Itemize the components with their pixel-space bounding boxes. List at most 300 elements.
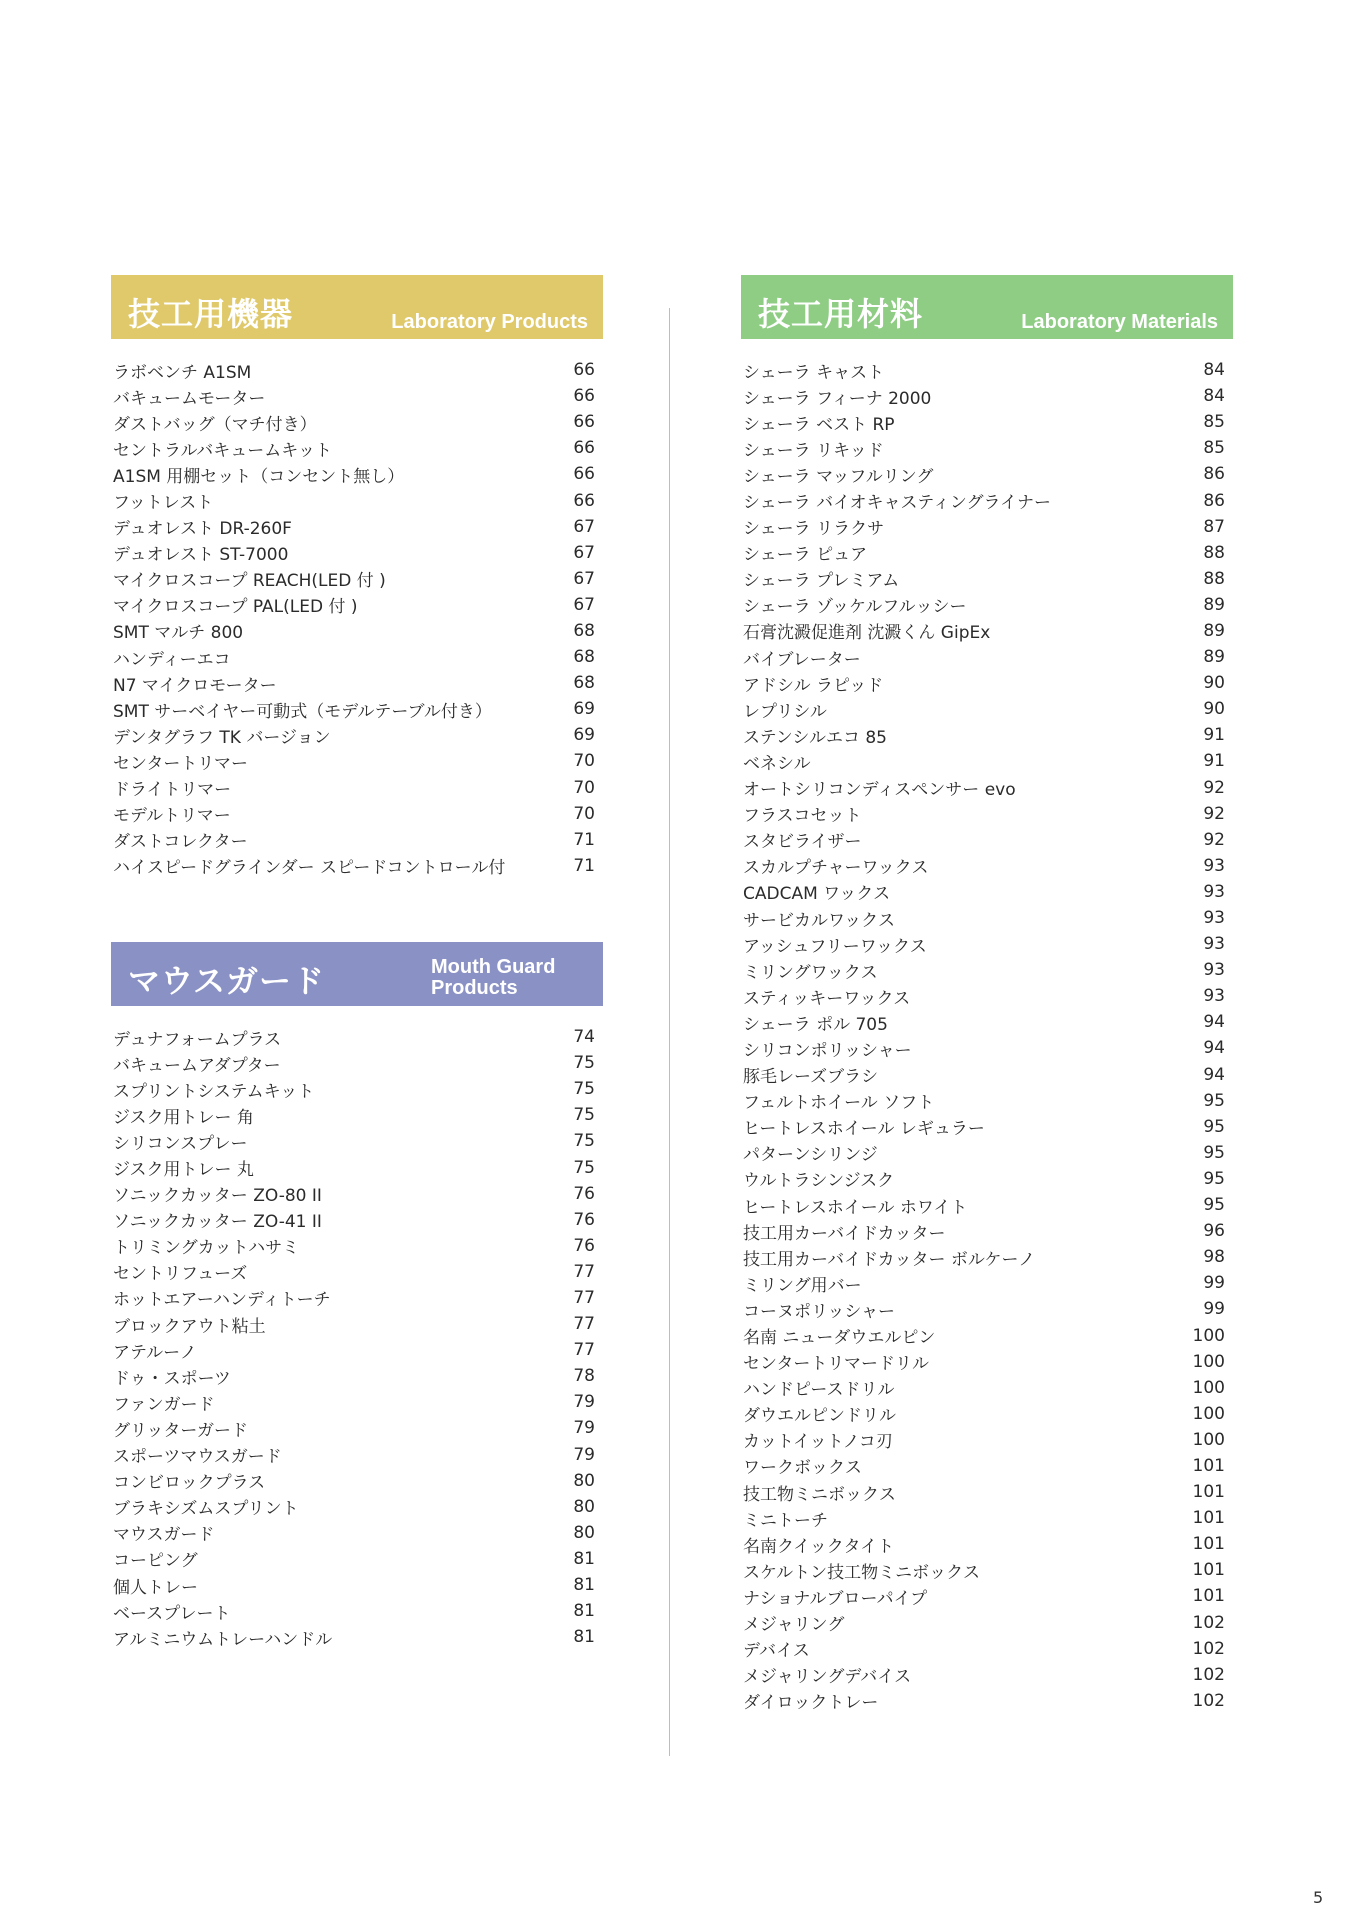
item-page-number: 70 — [573, 777, 595, 798]
item-name: デュオレスト DR-260F — [113, 519, 292, 540]
lab-products-header — [111, 275, 603, 339]
list-item — [111, 1442, 603, 1468]
list-item — [111, 853, 603, 879]
list-item — [111, 748, 603, 774]
item-page-number: 70 — [573, 803, 595, 824]
list-item — [741, 983, 1233, 1009]
item-name: コーヌポリッシャー — [743, 1301, 895, 1322]
list-item — [111, 1363, 603, 1389]
item-page-number: 79 — [573, 1418, 595, 1439]
item-page-number: 90 — [1203, 673, 1225, 694]
list-item — [741, 801, 1233, 827]
item-name: ソニックカッター ZO-41 II — [113, 1212, 322, 1233]
list-item — [111, 670, 603, 696]
list-item — [111, 722, 603, 748]
list-item — [741, 1140, 1233, 1166]
item-page-number: 99 — [1203, 1299, 1225, 1320]
item-name: ヒートレスホイール レギュラー — [743, 1119, 985, 1140]
list-item — [111, 1233, 603, 1259]
item-page-number: 101 — [1192, 1482, 1225, 1503]
list-item — [741, 435, 1233, 461]
item-name: ドゥ・スポーツ — [113, 1368, 231, 1389]
list-item — [111, 1311, 603, 1337]
lab-products-list — [111, 357, 603, 879]
item-name: バイブレーター — [743, 649, 861, 670]
item-page-number: 66 — [573, 386, 595, 407]
item-page-number: 93 — [1203, 908, 1225, 929]
item-page-number: 98 — [1203, 1247, 1225, 1268]
list-item — [111, 1285, 603, 1311]
item-name: バキュームモーター — [113, 388, 266, 409]
item-name: オートシリコンディスペンサー evo — [743, 780, 1016, 801]
item-name: アルミニウムトレーハンドル — [113, 1629, 333, 1650]
list-item — [741, 748, 1233, 774]
lab-materials-title-jp: 技工用材料 — [758, 295, 924, 333]
list-item — [111, 1154, 603, 1180]
item-name: ミニトーチ — [743, 1510, 828, 1531]
item-name: シリコンスプレー — [113, 1133, 248, 1154]
item-name: ファンガード — [113, 1394, 215, 1415]
item-page-number: 88 — [1203, 568, 1225, 589]
item-page-number: 77 — [573, 1261, 595, 1282]
item-page-number: 85 — [1203, 412, 1225, 433]
item-page-number: 84 — [1203, 386, 1225, 407]
item-page-number: 91 — [1203, 751, 1225, 772]
list-item — [741, 383, 1233, 409]
item-page-number: 81 — [573, 1627, 595, 1648]
item-page-number: 76 — [573, 1235, 595, 1256]
item-name: ドライトリマー — [113, 780, 232, 801]
item-name: 技工物ミニボックス — [743, 1484, 896, 1505]
list-item — [111, 1572, 603, 1598]
item-name: SMT サーベイヤー可動式（モデルテーブル付き） — [113, 701, 492, 722]
list-item — [111, 1024, 603, 1050]
list-item — [741, 931, 1233, 957]
item-name: ハンディーエコ — [113, 649, 231, 670]
list-item — [741, 1062, 1233, 1088]
list-item — [741, 1166, 1233, 1192]
mouth-guard-title-jp: マウスガード — [128, 962, 326, 1000]
item-name: スカルプチャーワックス — [743, 858, 929, 879]
item-page-number: 77 — [573, 1314, 595, 1335]
list-item — [741, 1662, 1233, 1688]
item-name: ベネシル — [743, 753, 811, 774]
list-item — [111, 1494, 603, 1520]
list-item — [111, 592, 603, 618]
item-page-number: 86 — [1203, 464, 1225, 485]
item-page-number: 92 — [1203, 803, 1225, 824]
item-page-number: 95 — [1203, 1168, 1225, 1189]
list-item — [111, 1624, 603, 1650]
list-item — [741, 1505, 1233, 1531]
item-page-number: 66 — [573, 438, 595, 459]
list-item — [111, 1337, 603, 1363]
item-name: ベースプレート — [113, 1603, 231, 1624]
item-page-number: 93 — [1203, 986, 1225, 1007]
list-item — [111, 1076, 603, 1102]
item-page-number: 71 — [573, 855, 595, 876]
list-item — [741, 1636, 1233, 1662]
item-page-number: 75 — [573, 1105, 595, 1126]
item-name: セントリフューズ — [113, 1264, 248, 1285]
item-page-number: 85 — [1203, 438, 1225, 459]
list-item — [741, 357, 1233, 383]
mouth-guard-title-en — [431, 957, 611, 999]
item-name: シェーラ ポル 705 — [743, 1014, 888, 1035]
item-page-number: 80 — [573, 1470, 595, 1491]
list-item — [741, 487, 1233, 513]
item-page-number: 66 — [573, 412, 595, 433]
item-page-number: 101 — [1192, 1508, 1225, 1529]
item-name: 名南クイックタイト — [743, 1536, 895, 1557]
list-item — [111, 540, 603, 566]
item-name: ジスク用トレー 角 — [113, 1107, 254, 1128]
list-item — [741, 1401, 1233, 1427]
lab-materials-section — [741, 275, 1233, 1714]
column-divider — [669, 308, 670, 1756]
item-page-number: 69 — [573, 725, 595, 746]
item-name: ダイロックトレー — [743, 1693, 879, 1714]
list-item — [741, 566, 1233, 592]
item-page-number: 75 — [573, 1079, 595, 1100]
list-item — [111, 461, 603, 487]
item-page-number: 94 — [1203, 1012, 1225, 1033]
item-name: メジャリング — [743, 1615, 845, 1636]
item-name: ダウエルピンドリル — [743, 1406, 896, 1427]
item-page-number: 96 — [1203, 1221, 1225, 1242]
list-item — [111, 409, 603, 435]
item-name: アテルーノ — [113, 1342, 197, 1363]
item-name: CADCAM ワックス — [743, 884, 891, 905]
list-item — [741, 1688, 1233, 1714]
item-name: フットレスト — [113, 493, 214, 514]
list-item — [111, 487, 603, 513]
list-item — [111, 357, 603, 383]
mouth-guard-section — [111, 942, 603, 1650]
list-item — [741, 1453, 1233, 1479]
item-page-number: 68 — [573, 647, 595, 668]
item-name: スタビライザー — [743, 832, 862, 853]
list-item — [741, 1296, 1233, 1322]
item-page-number: 76 — [573, 1209, 595, 1230]
item-page-number: 100 — [1192, 1325, 1225, 1346]
item-page-number: 102 — [1192, 1612, 1225, 1633]
list-item — [111, 827, 603, 853]
item-page-number: 92 — [1203, 829, 1225, 850]
item-page-number: 92 — [1203, 777, 1225, 798]
list-item — [741, 1583, 1233, 1609]
lab-products-section — [111, 275, 603, 879]
list-item — [741, 461, 1233, 487]
lab-materials-list — [741, 357, 1233, 1714]
list-item — [741, 1375, 1233, 1401]
item-page-number: 89 — [1203, 620, 1225, 641]
item-page-number: 76 — [573, 1183, 595, 1204]
item-page-number: 70 — [573, 751, 595, 772]
item-page-number: 77 — [573, 1340, 595, 1361]
list-item — [741, 514, 1233, 540]
item-page-number: 81 — [573, 1601, 595, 1622]
list-item — [741, 905, 1233, 931]
item-name: センタートリマー — [113, 753, 248, 774]
item-page-number: 67 — [573, 568, 595, 589]
list-item — [741, 1244, 1233, 1270]
list-item — [741, 722, 1233, 748]
item-page-number: 87 — [1203, 516, 1225, 537]
item-name: ダストコレクター — [113, 832, 248, 853]
item-name: スプリントシステムキット — [113, 1081, 315, 1102]
list-item — [741, 1218, 1233, 1244]
list-item — [741, 1557, 1233, 1583]
item-page-number: 66 — [573, 490, 595, 511]
list-item — [111, 1468, 603, 1494]
item-page-number: 101 — [1192, 1534, 1225, 1555]
item-name: ブロックアウト粘土 — [113, 1316, 266, 1337]
item-name: センタートリマードリル — [743, 1354, 929, 1375]
item-page-number: 102 — [1192, 1664, 1225, 1685]
item-page-number: 67 — [573, 594, 595, 615]
item-name: フェルトホイール ソフト — [743, 1093, 935, 1114]
item-name: ダストバッグ（マチ付き） — [113, 414, 317, 435]
item-name: モデルトリマー — [113, 806, 231, 827]
list-item — [741, 409, 1233, 435]
item-name: トリミングカットハサミ — [113, 1238, 300, 1259]
item-page-number: 66 — [573, 360, 595, 381]
item-name: ウルトラシンジスク — [743, 1171, 895, 1192]
item-page-number: 101 — [1192, 1560, 1225, 1581]
list-item — [741, 1114, 1233, 1140]
item-page-number: 75 — [573, 1131, 595, 1152]
list-item — [741, 1427, 1233, 1453]
item-page-number: 68 — [573, 620, 595, 641]
list-item — [111, 1102, 603, 1128]
item-page-number: 102 — [1192, 1690, 1225, 1711]
list-item — [111, 644, 603, 670]
item-name: シェーラ フィーナ 2000 — [743, 388, 932, 409]
list-item — [111, 775, 603, 801]
list-item — [111, 1259, 603, 1285]
item-page-number: 94 — [1203, 1038, 1225, 1059]
item-name: コンビロックプラス — [113, 1473, 266, 1494]
list-item — [741, 1479, 1233, 1505]
item-page-number: 102 — [1192, 1638, 1225, 1659]
item-name: A1SM 用棚セット（コンセント無し） — [113, 466, 405, 487]
item-page-number: 74 — [573, 1027, 595, 1048]
list-item — [111, 1520, 603, 1546]
list-item — [741, 853, 1233, 879]
item-name: カットイットノコ刃 — [743, 1432, 893, 1453]
item-name: シェーラ リキッド — [743, 440, 884, 461]
list-item — [111, 1050, 603, 1076]
item-name: シェーラ バイオキャスティングライナー — [743, 493, 1052, 514]
item-name: ハンドピースドリル — [743, 1380, 895, 1401]
item-page-number: 77 — [573, 1287, 595, 1308]
item-name: バキュームアダプター — [113, 1055, 281, 1076]
list-item — [111, 801, 603, 827]
item-name: シェーラ ゾッケルフルッシー — [743, 597, 967, 618]
list-item — [741, 957, 1233, 983]
item-name: スティッキーワックス — [743, 988, 911, 1009]
item-page-number: 100 — [1192, 1403, 1225, 1424]
list-item — [111, 1128, 603, 1154]
item-page-number: 95 — [1203, 1090, 1225, 1111]
list-item — [111, 435, 603, 461]
item-name: ミリング用バー — [743, 1275, 862, 1296]
item-name: 石膏沈澱促進剤 沈澱くん GipEx — [743, 623, 991, 644]
list-item — [741, 618, 1233, 644]
item-name: マイクロスコープ REACH(LED 付 ) — [113, 571, 386, 592]
item-page-number: 89 — [1203, 594, 1225, 615]
item-name: N7 マイクロモーター — [113, 675, 277, 696]
item-name: ワークボックス — [743, 1458, 862, 1479]
item-page-number: 101 — [1192, 1586, 1225, 1607]
list-item — [111, 696, 603, 722]
page-number: 5 — [1313, 1888, 1324, 1907]
list-item — [741, 540, 1233, 566]
list-item — [111, 566, 603, 592]
item-name: スポーツマウスガード — [113, 1447, 282, 1468]
item-name: コーピング — [113, 1551, 198, 1572]
item-name: ハイスピードグラインダー スピードコントロール付 — [113, 858, 506, 879]
item-page-number: 90 — [1203, 699, 1225, 720]
item-name: ソニックカッター ZO-80 II — [113, 1186, 322, 1207]
item-name: 名南 ニューダウエルピン — [743, 1328, 936, 1349]
item-page-number: 101 — [1192, 1455, 1225, 1476]
item-page-number: 95 — [1203, 1116, 1225, 1137]
item-name: フラスコセット — [743, 806, 862, 827]
item-page-number: 67 — [573, 542, 595, 563]
list-item — [111, 1389, 603, 1415]
item-name: ナショナルブローパイプ — [743, 1588, 928, 1609]
item-name: レプリシル — [743, 701, 827, 722]
item-name: マウスガード — [113, 1525, 215, 1546]
list-item — [741, 592, 1233, 618]
list-item — [741, 1088, 1233, 1114]
list-item — [111, 1207, 603, 1233]
item-name: ステンシルエコ 85 — [743, 727, 887, 748]
item-name: デュオレスト ST-7000 — [113, 545, 289, 566]
mouth-guard-title-en-line1: Mouth Guard — [431, 956, 556, 978]
list-item — [111, 383, 603, 409]
item-page-number: 80 — [573, 1522, 595, 1543]
item-name: シェーラ ベスト RP — [743, 414, 895, 435]
item-name: 技工用カーバイドカッター ボルケーノ — [743, 1249, 1036, 1270]
list-item — [741, 1009, 1233, 1035]
item-name: 豚毛レーズブラシ — [743, 1067, 879, 1088]
item-name: シリコンポリッシャー — [743, 1040, 912, 1061]
list-item — [111, 1598, 603, 1624]
item-page-number: 86 — [1203, 490, 1225, 511]
item-page-number: 84 — [1203, 360, 1225, 381]
list-item — [111, 1181, 603, 1207]
mouth-guard-list — [111, 1024, 603, 1650]
list-item — [741, 1192, 1233, 1218]
item-page-number: 99 — [1203, 1273, 1225, 1294]
list-item — [741, 670, 1233, 696]
item-page-number: 93 — [1203, 960, 1225, 981]
item-page-number: 89 — [1203, 647, 1225, 668]
list-item — [111, 618, 603, 644]
lab-materials-header — [741, 275, 1233, 339]
item-name: シェーラ マッフルリング — [743, 466, 934, 487]
item-page-number: 75 — [573, 1053, 595, 1074]
mouth-guard-header — [111, 942, 603, 1006]
item-page-number: 68 — [573, 673, 595, 694]
item-name: メジャリングデバイス — [743, 1667, 912, 1688]
item-page-number: 94 — [1203, 1064, 1225, 1085]
item-page-number: 81 — [573, 1575, 595, 1596]
item-page-number: 88 — [1203, 542, 1225, 563]
item-name: パターンシリンジ — [743, 1145, 878, 1166]
list-item — [111, 1546, 603, 1572]
list-item — [741, 775, 1233, 801]
item-page-number: 79 — [573, 1392, 595, 1413]
item-name: デンタグラフ TK バージョン — [113, 727, 331, 748]
item-page-number: 91 — [1203, 725, 1225, 746]
item-name: シェーラ ピュア — [743, 545, 868, 566]
list-item — [741, 1270, 1233, 1296]
item-page-number: 100 — [1192, 1377, 1225, 1398]
item-name: ブラキシズムスプリント — [113, 1499, 299, 1520]
item-name: デバイス — [743, 1641, 810, 1662]
item-name: ミリングワックス — [743, 962, 878, 983]
item-page-number: 95 — [1203, 1142, 1225, 1163]
item-name: 個人トレー — [113, 1577, 198, 1598]
item-name: シェーラ プレミアム — [743, 571, 900, 592]
list-item — [741, 1531, 1233, 1557]
item-page-number: 95 — [1203, 1195, 1225, 1216]
list-item — [741, 696, 1233, 722]
item-page-number: 80 — [573, 1496, 595, 1517]
list-item — [741, 1349, 1233, 1375]
item-name: ホットエアーハンディトーチ — [113, 1290, 331, 1311]
item-page-number: 67 — [573, 516, 595, 537]
item-page-number: 79 — [573, 1444, 595, 1465]
lab-products-title-jp: 技工用機器 — [128, 295, 294, 333]
list-item — [741, 1322, 1233, 1348]
item-page-number: 81 — [573, 1548, 595, 1569]
item-name: サービカルワックス — [743, 910, 895, 931]
item-name: セントラルバキュームキット — [113, 440, 332, 461]
item-name: ヒートレスホイール ホワイト — [743, 1197, 968, 1218]
lab-products-title-en: Laboratory Products — [391, 311, 588, 333]
list-item — [111, 514, 603, 540]
item-page-number: 93 — [1203, 934, 1225, 955]
item-page-number: 93 — [1203, 855, 1225, 876]
item-page-number: 93 — [1203, 881, 1225, 902]
list-item — [741, 644, 1233, 670]
item-name: シェーラ リラクサ — [743, 519, 885, 540]
lab-materials-title-en: Laboratory Materials — [1021, 311, 1218, 333]
list-item — [741, 1610, 1233, 1636]
item-name: デュナフォームプラス — [113, 1029, 282, 1050]
item-name: 技工用カーバイドカッター — [743, 1223, 946, 1244]
item-name: アドシル ラピッド — [743, 675, 884, 696]
item-page-number: 75 — [573, 1157, 595, 1178]
item-name: ジスク用トレー 丸 — [113, 1160, 254, 1181]
list-item — [741, 1035, 1233, 1061]
item-page-number: 100 — [1192, 1429, 1225, 1450]
item-page-number: 66 — [573, 464, 595, 485]
item-page-number: 78 — [573, 1366, 595, 1387]
item-page-number: 69 — [573, 699, 595, 720]
item-page-number: 71 — [573, 829, 595, 850]
item-name: ラボベンチ A1SM — [113, 362, 252, 383]
list-item — [741, 879, 1233, 905]
mouth-guard-title-en-line2: Products — [431, 977, 518, 999]
item-name: スケルトン技工物ミニボックス — [743, 1562, 980, 1583]
item-name: グリッターガード — [113, 1420, 248, 1441]
